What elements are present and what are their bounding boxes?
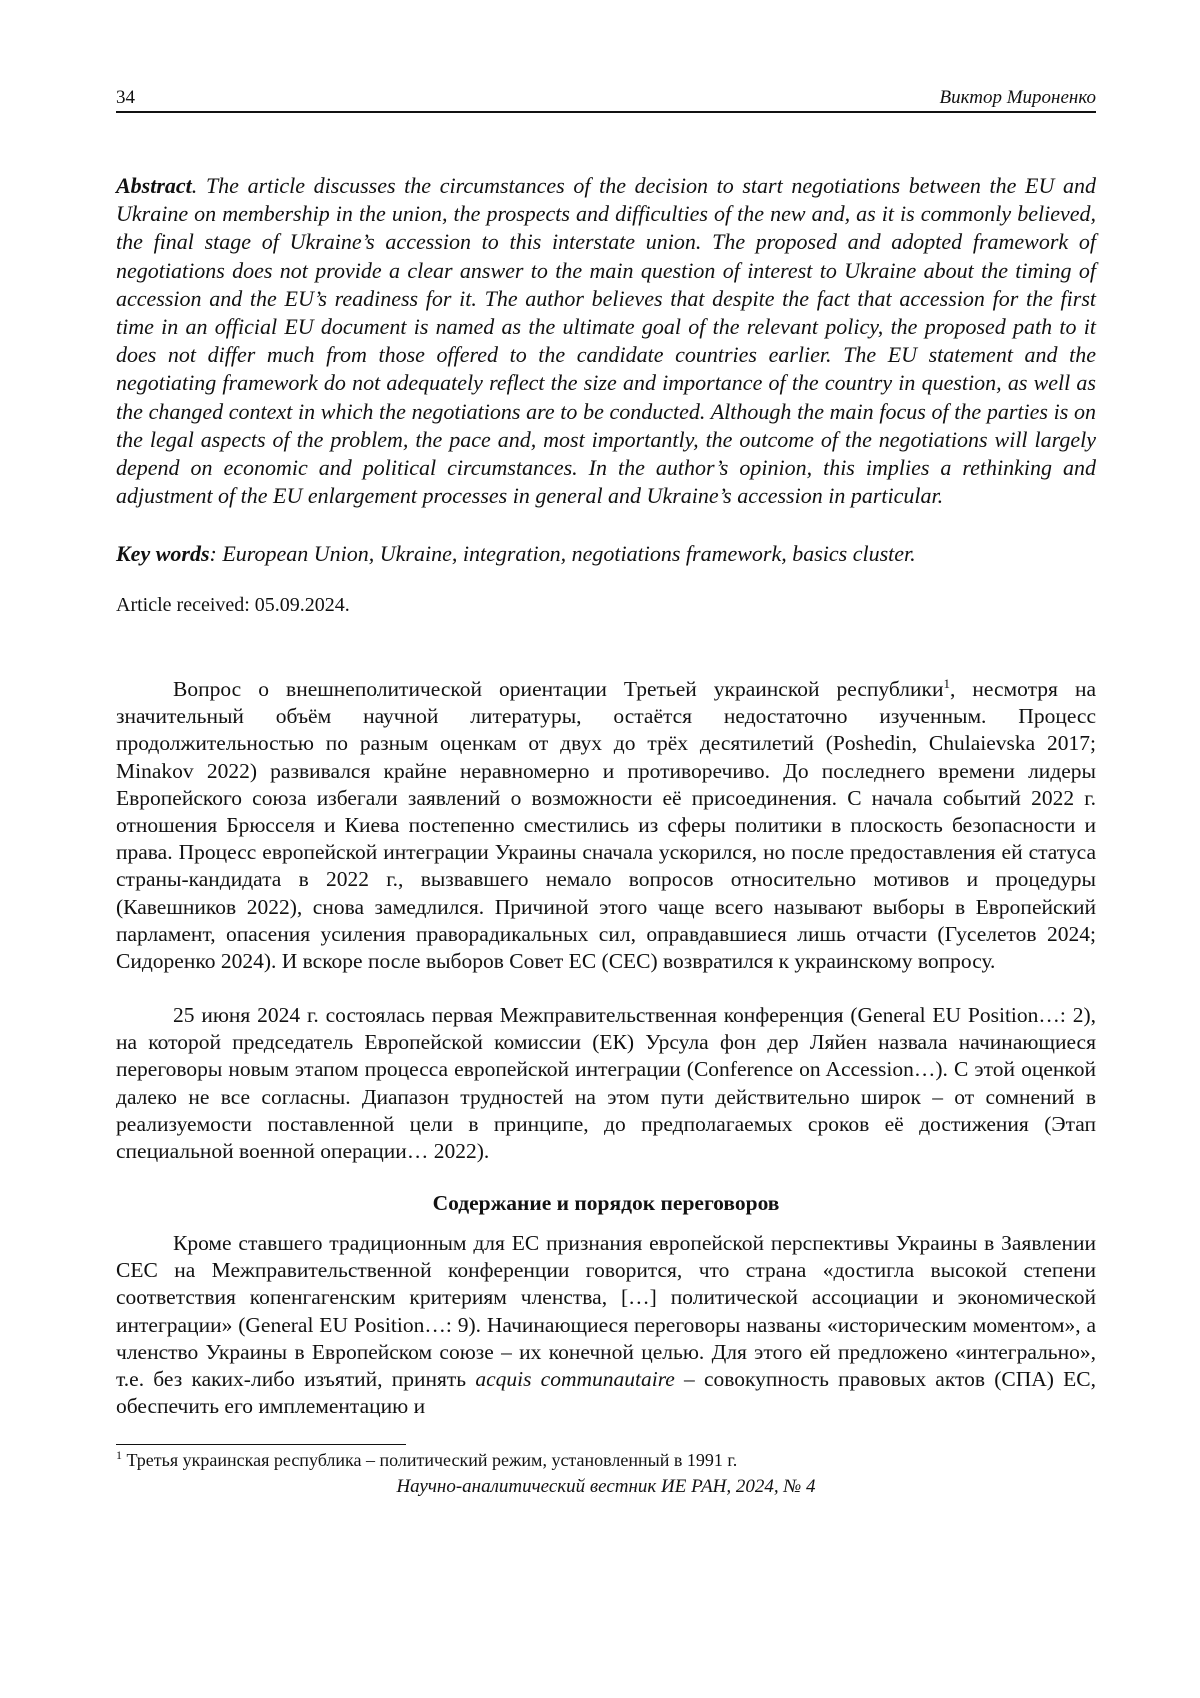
section-heading: Содержание и порядок переговоров bbox=[432, 1191, 780, 1215]
abstract bbox=[116, 172, 1096, 510]
paragraph-3-text-b: – совокупность правовых актов (СПА) ЕС, обеспечить его имплементацию и bbox=[116, 1367, 1096, 1419]
paragraph-3-italic-term: acquis communautaire bbox=[475, 1367, 675, 1392]
journal-footer: Научно-аналитический вестник ИЕ РАН, 2024, № 4 bbox=[396, 1476, 816, 1497]
abstract-label: Abstract bbox=[116, 173, 192, 198]
footnote-reference[interactable]: 1 bbox=[943, 676, 950, 691]
body-paragraph-3 bbox=[116, 1230, 1096, 1420]
header-rule bbox=[116, 111, 1096, 113]
footnote-marker: 1 bbox=[116, 1448, 122, 1462]
body-paragraph-2: 25 июня 2024 г. состоялась первая Межправительственная конференция (General EU Position…: 2), на которой председатель Европейской комиссии (ЕК) Урсула фон дер Ляйен назвала начинающиеся переговоры новым этапом процесса европейской интеграции (Conference on Accession…). С этой оценкой далеко не все согласны. Диапазон трудностей на этом пути действительно широк – от сомнений в реализуемости поставленной цели в принципе, до предполагаемых сроков её достижения (Этап специальной военной операции… 2022). bbox=[116, 1003, 1096, 1164]
running-header bbox=[116, 86, 1096, 110]
running-header-author: Виктор Мироненко bbox=[939, 87, 1096, 108]
paragraph-3-text-a: Кроме ставшего традиционным для ЕС признания европейской перспективы Украины в Заявлении СЕС на Межправительственной конференции говорится, что страна «достигла высокой степени соответствия копенгагенским критериям членства, […] политической ассоциации и экономической интеграции» (General EU Position…: 9). Начинающиеся переговоры названы «историческим моментом», а членство Украины в Европейском союзе – их конечной целью. Для этого ей предложено «интегрально», т.е. без каких-либо изъятий, принять bbox=[116, 1231, 1096, 1392]
article-received: Article received: 05.09.2024. bbox=[116, 594, 350, 616]
paragraph-1-text-a: Вопрос о внешнеполитической ориентации Третьей украинской республики bbox=[173, 677, 944, 701]
footnote-rule bbox=[116, 1444, 406, 1445]
body-paragraph-1 bbox=[116, 676, 1096, 975]
keywords bbox=[116, 540, 1096, 568]
abstract-text: . The article discusses the circumstances of the decision to start negotiations between the EU and Ukraine on membership in the union, the prospects and difficulties of the new and, as it is commonly believed, the final stage of Ukraine’s accession to this interstate union. The proposed and adopted framework of negotiations does not provide a clear answer to the main question of interest to Ukraine about the timing of accession and the EU’s readiness for it. The author believes that despite the fact that accession for the first time in an official EU document is named as the ultimate goal of the relevant policy, the proposed path to it does not differ much from those offered to the candidate countries earlier. The EU statement and the negotiating framework do not adequately reflect the size and importance of the country in question, as well as the changed context in which the negotiations are to be conducted. Although the main focus of the parties is on the legal aspects of the problem, the pace and, most importantly, the outcome of the negotiations will largely depend on economic and political circumstances. In the author’s opinion, this implies a rethinking and adjustment of the EU enlargement processes in general and Ukraine’s accession in particular. bbox=[116, 173, 1096, 509]
keywords-text: : European Union, Ukraine, integration, negotiations framework, basics cluster. bbox=[209, 541, 916, 566]
keywords-label: Key words bbox=[116, 541, 210, 566]
paragraph-1-text-b: , несмотря на значительный объём научной литературы, остаётся недостаточно изученным. Процесс продолжительностью по разным оценкам от двух до трёх десятилетий (Poshedin, Chulaievska 2017; Minakov 2022) развивался крайне неравномерно и противоречиво. До последнего времени лидеры Европейского союза избегали заявлений о возможности её присоединения. С начала событий 2022 г. отношения Брюсселя и Киева постепенно сместились из сферы политики в плоскость безопасности и права. Процесс европейской интеграции Украины сначала ускорился, но после предоставления ей статуса страны-кандидата в 2022 г., вызвавшего немало вопросов относительно мотивов и процедуры (Кавешников 2022), снова замедлился. Причиной этого чаще всего называют выборы в Европейский парламент, опасения усиления праворадикальных сил, оправдавшиеся лишь отчасти (Гуселетов 2024; Сидоренко 2024). И вскоре после выборов Совет ЕС (СЕС) возвратился к украинскому вопросу. bbox=[116, 677, 1096, 974]
footnote bbox=[116, 1448, 1096, 1472]
footnote-text: Третья украинская республика – политический режим, установленный в 1991 г. bbox=[122, 1450, 738, 1470]
page-number: 34 bbox=[116, 87, 135, 108]
